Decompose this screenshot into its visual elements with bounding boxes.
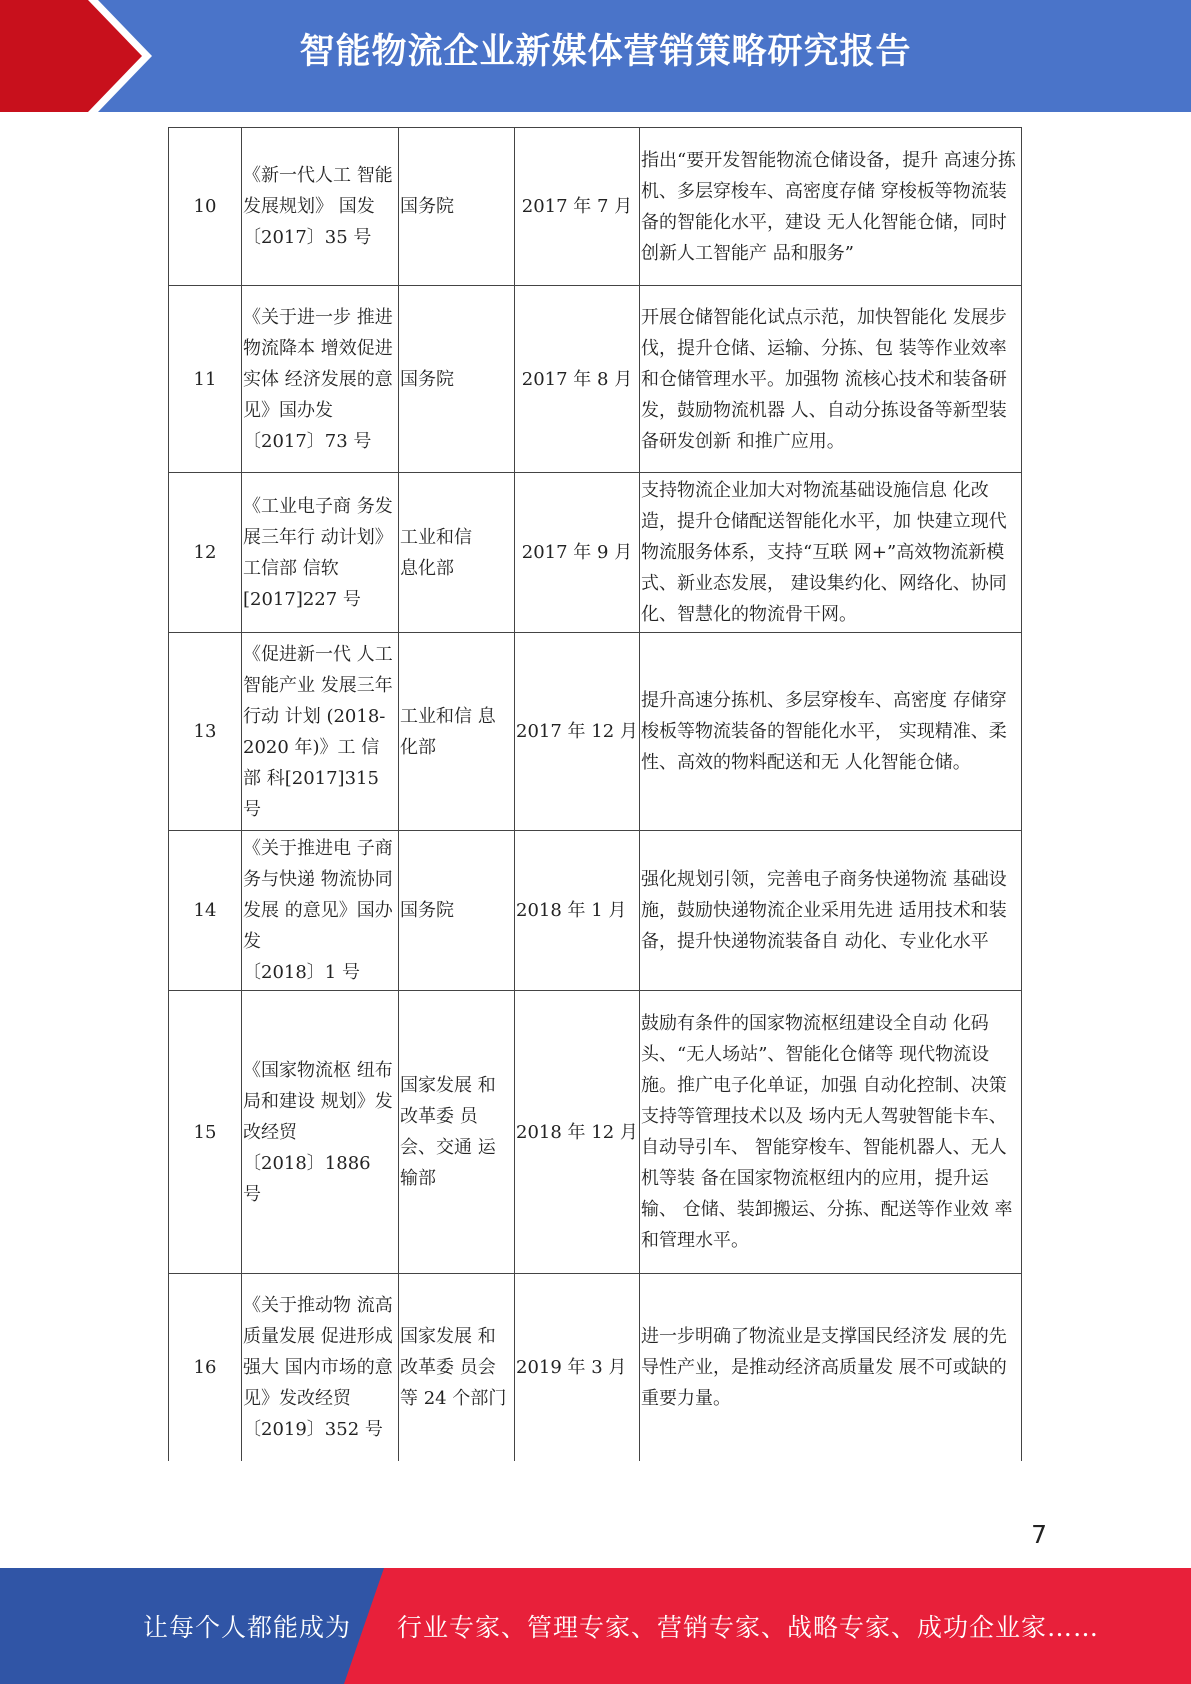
page-number: 7 <box>1031 1520 1047 1549</box>
page-header <box>0 0 1191 112</box>
policy-name: 《国家物流枢 纽布局和建设 规划》发改经贸 〔2018〕1886 号 <box>242 991 399 1274</box>
policy-description: 提升高速分拣机、多层穿梭车、高密度 存储穿梭板等物流装备的智能化水平， 实现精准、柔性、高效的物料配送和无 人化智能仓储。 <box>640 633 1022 831</box>
policy-name: 《促进新一代 人工智能产业 发展三年行动 计划 (2018-2020 年)》工 信 部 科[2017]315 号 <box>242 633 399 831</box>
issue-date: 2017 年 8 月 <box>515 286 640 473</box>
page-footer <box>0 1568 1191 1684</box>
policy-name: 《关于推进电 子商务与快递 物流协同发展 的意见》国办发 〔2018〕1 号 <box>242 831 399 991</box>
policy-description: 开展仓储智能化试点示范，加快智能化 发展步伐，提升仓储、运输、分拣、包 装等作业效率和仓储管理水平。加强物 流核心技术和装备研发，鼓励物流机器 人、自动分拣设备等新型装备研发创新 和推广应用。 <box>640 286 1022 473</box>
issue-date: 2018 年 12 月 <box>515 991 640 1274</box>
row-number: 13 <box>169 633 242 831</box>
policy-name: 《关于推动物 流高质量发展 促进形成强大 国内市场的意 见》发改经贸 〔2019〕352 号 <box>242 1274 399 1461</box>
table-row <box>169 473 1022 633</box>
table-row <box>169 128 1022 286</box>
issuing-authority: 国务院 <box>399 831 515 991</box>
policy-name: 《新一代人工 智能发展规划》 国发〔2017〕35 号 <box>242 128 399 286</box>
footer-slogan-left: 让每个人都能成为 <box>143 1613 352 1642</box>
policy-description: 强化规划引领，完善电子商务快递物流 基础设施，鼓励快递物流企业采用先进 适用技术和装备，提升快递物流装备自 动化、专业化水平 <box>640 831 1022 991</box>
policy-description: 指出“要开发智能物流仓储设备，提升 高速分拣机、多层穿梭车、高密度存储 穿梭板等物流装备的智能化水平，建设 无人化智能仓储，同时创新人工智能产 品和服务” <box>640 128 1022 286</box>
table-row <box>169 831 1022 991</box>
issuing-authority: 工业和信 息化部 <box>399 633 515 831</box>
table-row <box>169 286 1022 473</box>
issuing-authority: 国务院 <box>399 128 515 286</box>
row-number: 11 <box>169 286 242 473</box>
row-number: 14 <box>169 831 242 991</box>
table-row <box>169 991 1022 1274</box>
issuing-authority: 国家发展 和改革委 员会等 24 个部门 <box>399 1274 515 1461</box>
issuing-authority: 工业和信 息化部 <box>399 473 515 633</box>
policy-table <box>168 127 1022 1461</box>
policy-name: 《工业电子商 务发展三年行 动计划》工信部 信软[2017]227 号 <box>242 473 399 633</box>
policy-description: 进一步明确了物流业是支撑国民经济发 展的先导性产业，是推动经济高质量发 展不可或缺的重要力量。 <box>640 1274 1022 1461</box>
issuing-authority: 国务院 <box>399 286 515 473</box>
issuing-authority: 国家发展 和改革委 员会、交通 运输部 <box>399 991 515 1274</box>
policy-description: 支持物流企业加大对物流基础设施信息 化改造，提升仓储配送智能化水平，加 快建立现代物流服务体系，支持“互联 网+”高效物流新模式、新业态发展， 建设集约化、网络化、协同化、智慧化的物流骨干网。 <box>640 473 1022 633</box>
footer-slogan-right: 行业专家、管理专家、营销专家、战略专家、成功企业家…… <box>397 1613 1100 1642</box>
row-number: 16 <box>169 1274 242 1461</box>
policy-description: 鼓励有条件的国家物流枢纽建设全自动 化码头、“无人场站”、智能化仓储等 现代物流设施。推广电子化单证，加强 自动化控制、决策支持等管理技术以及 场内无人驾驶智能卡车、自动导引车、 智能穿梭车、智能机器人、无人机等装 备在国家物流枢纽内的应用，提升运输、 仓储、装卸搬运、分拣、配送等作业效 率和管理水平。 <box>640 991 1022 1274</box>
row-number: 12 <box>169 473 242 633</box>
issue-date: 2017 年 7 月 <box>515 128 640 286</box>
report-title: 智能物流企业新媒体营销策略研究报告 <box>299 32 912 72</box>
issue-date: 2017 年 9 月 <box>515 473 640 633</box>
policy-name: 《关于进一步 推进物流降本 增效促进实体 经济发展的意 见》国办发 〔2017〕73 号 <box>242 286 399 473</box>
table-row <box>169 1274 1022 1461</box>
row-number: 10 <box>169 128 242 286</box>
issue-date: 2019 年 3 月 <box>515 1274 640 1461</box>
table-row <box>169 633 1022 831</box>
issue-date: 2017 年 12 月 <box>515 633 640 831</box>
row-number: 15 <box>169 991 242 1274</box>
issue-date: 2018 年 1 月 <box>515 831 640 991</box>
